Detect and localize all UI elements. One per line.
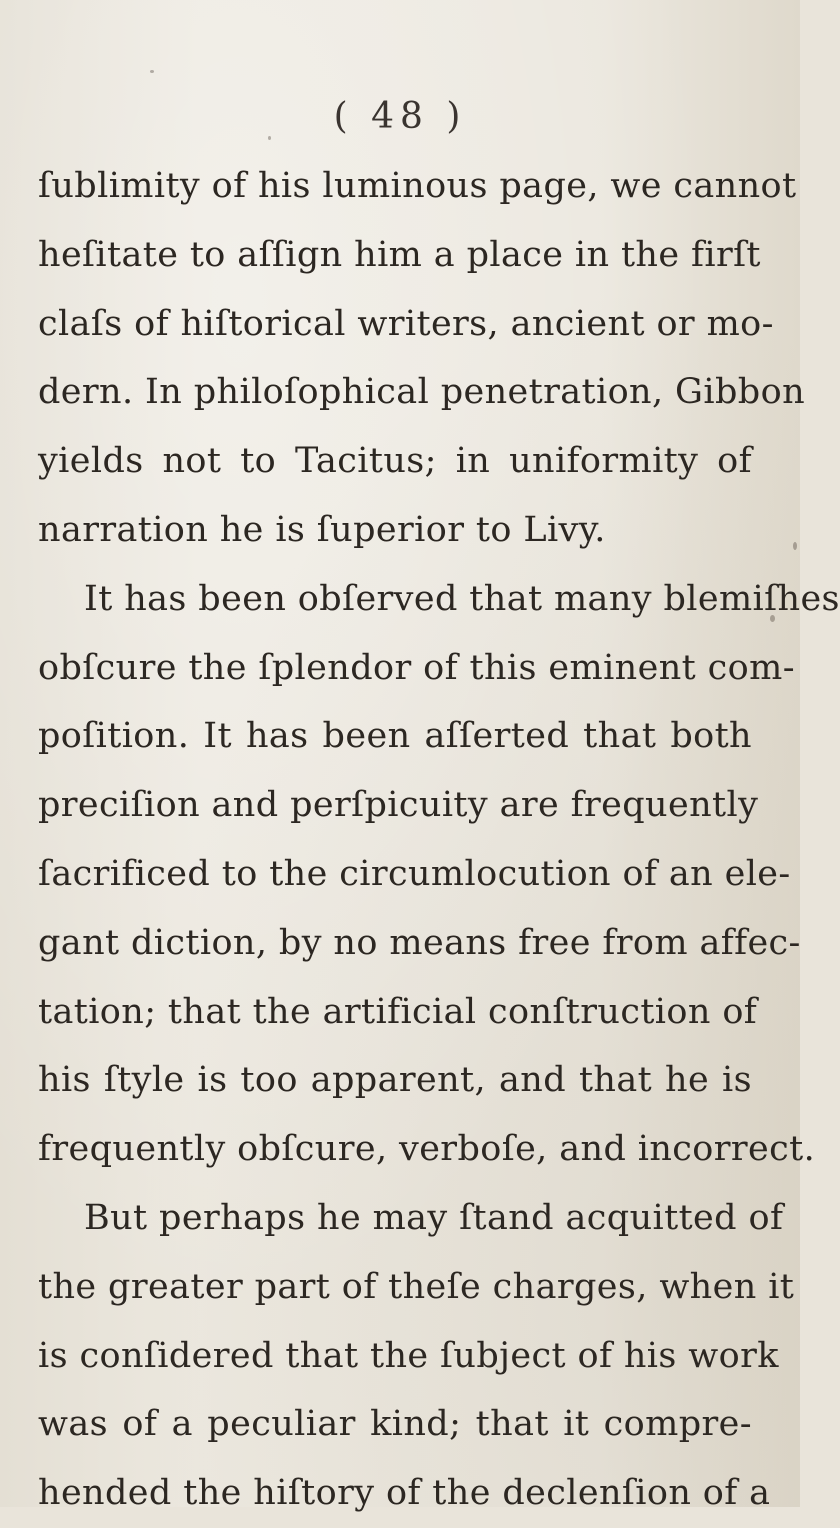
text-line: the greater part of theſe charges, when it <box>38 1266 795 1307</box>
text-line-paragraph-start: It has been obſerved that many blemiſhes <box>84 578 840 619</box>
paper-speck <box>48 935 51 938</box>
text-line: obſcure the ſplendor of this eminent com- <box>38 647 795 688</box>
text-line: gant diction, by no means free from affec- <box>38 922 801 963</box>
text-line-paragraph-end: narration he is ſuperior to Livy. <box>38 509 606 550</box>
text-line: his ſtyle is too apparent, and that he is <box>38 1060 752 1101</box>
text-line: was of a peculiar kind; that it compre- <box>38 1404 752 1445</box>
paper-speck <box>770 615 775 622</box>
text-line: claſs of hiſtorical writers, ancient or mo- <box>38 303 774 344</box>
text-line: heſitate to aſſign him a place in the firſt <box>38 234 761 275</box>
text-line-paragraph-start: But perhaps he may ſtand acquitted of <box>84 1197 784 1238</box>
paper-speck <box>150 70 154 73</box>
text-line: dern. In philoſophical penetration, Gibbon <box>38 372 806 413</box>
text-line: yields not to Tacitus; in uniformity of <box>38 441 752 482</box>
text-line: is conſidered that the ſubject of his work <box>38 1335 779 1376</box>
paper-speck <box>268 136 271 140</box>
text-line: ſacrificed to the circumlocution of an ele- <box>38 853 791 894</box>
text-line: ſublimity of his luminous page, we cannot <box>38 166 797 206</box>
text-line: poſition. It has been aſſerted that both <box>38 716 752 757</box>
text-line: tation; that the artificial conſtruction of <box>38 991 758 1032</box>
text-line: hended the hiſtory of the declenſion of a <box>38 1473 771 1514</box>
page-number: ( 48 ) <box>333 96 467 137</box>
body-text <box>38 152 840 1528</box>
paper-speck <box>793 542 797 550</box>
text-line: preciſion and perſpicuity are frequently <box>38 785 759 826</box>
text-line-paragraph-end: frequently obſcure, verboſe, and incorrect. <box>38 1129 816 1170</box>
